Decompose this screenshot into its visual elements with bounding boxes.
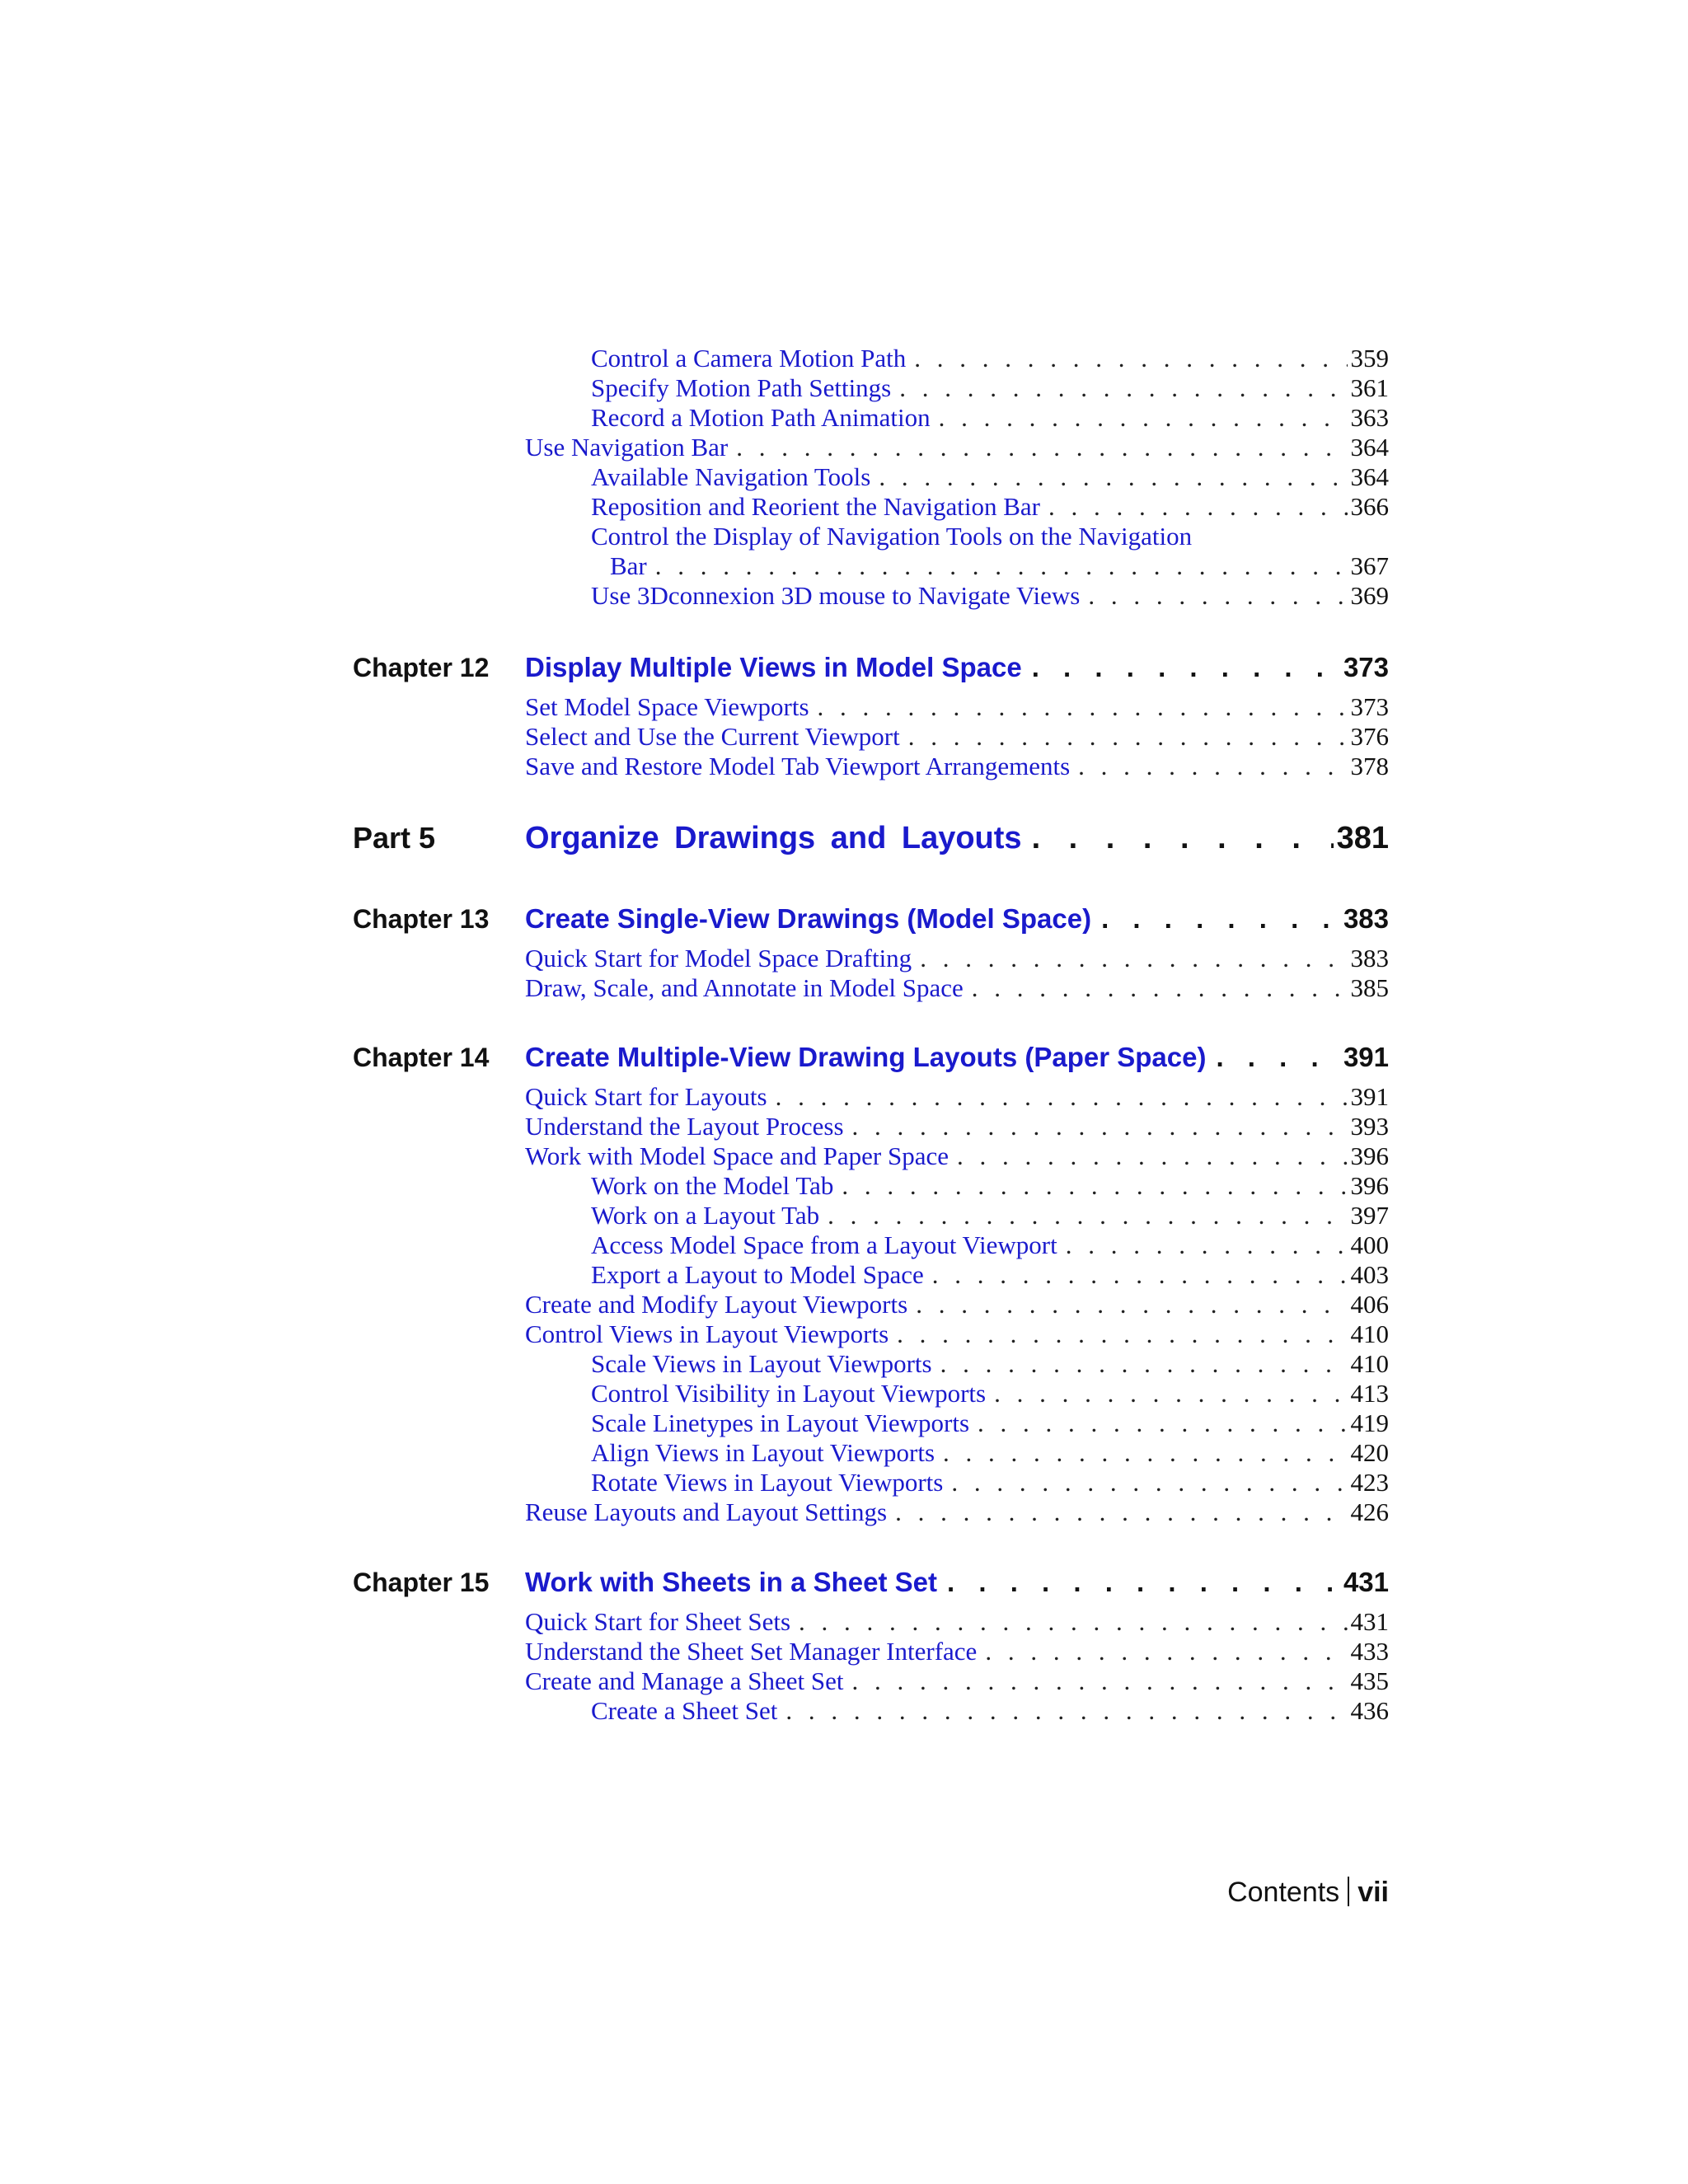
toc-entry-title[interactable]: Create a Sheet Set [591, 1696, 778, 1725]
toc-entry[interactable] [591, 1201, 1389, 1230]
toc-entry-title[interactable]: Work with Model Space and Paper Space [525, 1141, 950, 1170]
toc-page-number: 436 [1350, 1696, 1389, 1725]
toc-page-number: 396 [1350, 1171, 1389, 1200]
chapter-label: Chapter 13 [353, 904, 490, 934]
toc-entry[interactable] [591, 1171, 1389, 1201]
toc-entry[interactable] [525, 944, 1389, 973]
toc-page-number: 400 [1350, 1230, 1389, 1259]
toc-page-number: 396 [1350, 1141, 1389, 1170]
dot-leader [818, 692, 1348, 722]
dot-leader [736, 433, 1347, 462]
toc-page-number: 397 [1350, 1201, 1389, 1230]
toc-page-number: 406 [1350, 1290, 1389, 1319]
dot-leader [957, 1141, 1347, 1171]
chapter-page-number: 431 [1343, 1567, 1389, 1597]
toc-page-number: 410 [1350, 1319, 1389, 1348]
toc-entry[interactable] [525, 1607, 1389, 1637]
toc-page-number: 420 [1350, 1438, 1389, 1467]
dot-leader [899, 373, 1347, 403]
toc-entry[interactable] [525, 1112, 1389, 1141]
toc-entry[interactable] [591, 1230, 1389, 1260]
toc-entry[interactable] [591, 492, 1389, 522]
toc-entry[interactable] [525, 1290, 1389, 1319]
chapter-title[interactable]: Display Multiple Views in Model Space [525, 652, 1022, 682]
dot-leader [776, 1082, 1348, 1112]
toc-entry-title[interactable]: Specify Motion Path Settings [591, 373, 892, 402]
toc-entry-title[interactable]: Control a Camera Motion Path [591, 344, 907, 373]
dot-leader [842, 1171, 1347, 1201]
dot-leader [914, 344, 1347, 373]
toc-entry-title[interactable]: Reuse Layouts and Layout Settings [525, 1497, 888, 1526]
toc-entry[interactable] [525, 692, 1389, 722]
toc-entry-title[interactable]: Scale Linetypes in Layout Viewports [591, 1408, 970, 1437]
toc-entry[interactable] [525, 722, 1389, 752]
toc-entry-title[interactable]: Work on a Layout Tab [591, 1201, 820, 1230]
toc-entry[interactable] [591, 1408, 1389, 1438]
toc-entry-title[interactable]: Control Views in Layout Viewports [525, 1319, 889, 1348]
dot-leader [1048, 492, 1348, 522]
dot-leader [895, 1497, 1347, 1527]
dot-leader [655, 551, 1348, 581]
toc-entry[interactable] [525, 1319, 1389, 1349]
toc-entry-title[interactable]: Understand the Sheet Set Manager Interface [525, 1637, 978, 1666]
dot-leader [852, 1112, 1348, 1141]
chapter-title[interactable]: Create Single-View Drawings (Model Space) [525, 903, 1092, 934]
dot-leader [1216, 1041, 1340, 1074]
dot-leader [1088, 581, 1347, 611]
dot-leader [978, 1408, 1347, 1438]
chapter-page-number: 391 [1343, 1042, 1389, 1072]
toc-entry-title[interactable]: Record a Motion Path Animation [591, 403, 931, 432]
toc-entry-title[interactable]: Save and Restore Model Tab Viewport Arrangements [525, 752, 1071, 780]
chapter-heading[interactable] [525, 1566, 1389, 1599]
toc-page-number: 435 [1350, 1666, 1389, 1695]
chapter-title[interactable]: Create Multiple-View Drawing Layouts (Paper Space) [525, 1042, 1207, 1072]
dot-leader [1066, 1230, 1348, 1260]
dot-leader [985, 1637, 1347, 1666]
toc-entry[interactable] [525, 1497, 1389, 1527]
toc-page-number: 364 [1350, 433, 1389, 462]
chapter-title[interactable]: Work with Sheets in a Sheet Set [525, 1567, 938, 1597]
toc-entry[interactable] [591, 373, 1389, 403]
toc-page-number: 413 [1350, 1379, 1389, 1408]
toc-entry-title[interactable]: Create and Modify Layout Viewports [525, 1290, 908, 1319]
toc-entry[interactable] [591, 344, 1389, 373]
toc-page-number: 359 [1350, 344, 1389, 373]
dot-leader [908, 722, 1348, 752]
toc-entry[interactable] [591, 462, 1389, 492]
toc-entry-title[interactable]: Draw, Scale, and Annotate in Model Space [525, 973, 964, 1002]
toc-page-number: 391 [1350, 1082, 1389, 1111]
toc-entry-title-continued[interactable]: Bar [610, 551, 647, 580]
toc-entry[interactable] [591, 403, 1389, 433]
toc-entry-title[interactable]: Create and Manage a Sheet Set [525, 1666, 844, 1695]
toc-entry-title[interactable]: Work on the Model Tab [591, 1171, 834, 1200]
toc-entry[interactable] [525, 433, 1389, 462]
toc-page-number: 433 [1350, 1637, 1389, 1666]
toc-page-number: 403 [1350, 1260, 1389, 1289]
dot-leader [799, 1607, 1347, 1637]
chapter-label: Chapter 12 [353, 653, 490, 682]
chapter-label: Chapter 14 [353, 1043, 490, 1072]
chapter-heading[interactable] [525, 651, 1389, 684]
toc-page-number: 373 [1350, 692, 1389, 721]
dot-leader [994, 1379, 1347, 1408]
footer-divider [1348, 1877, 1349, 1906]
part-label: Part 5 [353, 821, 436, 855]
page-footer [1227, 1876, 1389, 1909]
toc-page-number: 431 [1350, 1607, 1389, 1636]
toc-entry[interactable] [525, 752, 1389, 781]
chapter-page-number: 383 [1343, 903, 1389, 934]
toc-entry[interactable] [525, 1666, 1389, 1696]
toc-page-number: 364 [1350, 462, 1389, 491]
toc-page-number: 363 [1350, 403, 1389, 432]
dot-leader [1078, 752, 1347, 781]
dot-leader [897, 1319, 1347, 1349]
toc-entry-continuation[interactable] [610, 551, 1389, 581]
dot-leader [932, 1260, 1348, 1290]
toc-entry-title[interactable]: Control Visibility in Layout Viewports [591, 1379, 987, 1408]
dot-leader [852, 1666, 1348, 1696]
toc-entry[interactable] [591, 1349, 1389, 1379]
dot-leader [972, 973, 1348, 1003]
toc-page-number: 385 [1350, 973, 1389, 1002]
chapter-heading[interactable] [525, 1041, 1389, 1074]
toc-entry-title[interactable]: Available Navigation Tools [591, 462, 871, 491]
chapter-heading[interactable] [525, 902, 1389, 935]
toc-entry-title[interactable]: Use 3Dconnexion 3D mouse to Navigate Views [591, 581, 1081, 610]
toc-entry-title[interactable]: Set Model Space Viewports [525, 692, 809, 721]
part-page-number: 381 [1336, 821, 1389, 855]
toc-entry[interactable] [591, 1379, 1389, 1408]
dot-leader [943, 1438, 1347, 1468]
toc-entry[interactable] [591, 581, 1389, 611]
toc-entry-title[interactable]: Use Navigation Bar [525, 433, 729, 462]
toc-entry-title[interactable]: Control the Display of Navigation Tools on the Navigation [591, 522, 1193, 551]
toc-entry-title[interactable]: Understand the Layout Process [525, 1112, 844, 1141]
dot-leader [947, 1566, 1340, 1599]
toc-page-number: 383 [1350, 944, 1389, 972]
part-heading[interactable] [525, 820, 1389, 856]
chapter-label: Chapter 15 [353, 1568, 490, 1597]
toc-page-number: 378 [1350, 752, 1389, 780]
dot-leader [951, 1468, 1347, 1497]
toc-entry-title[interactable]: Quick Start for Layouts [525, 1082, 767, 1111]
toc-entry-title[interactable]: Align Views in Layout Viewports [591, 1438, 935, 1467]
toc-page-number: 367 [1350, 551, 1389, 580]
dot-leader [785, 1696, 1347, 1726]
toc-entry-title[interactable]: Quick Start for Sheet Sets [525, 1607, 791, 1636]
dot-leader [1032, 820, 1334, 856]
toc-entry[interactable] [525, 1637, 1389, 1666]
footer-page-number: vii [1357, 1877, 1389, 1908]
toc-entry[interactable] [525, 1082, 1389, 1112]
toc-entry-title[interactable]: Quick Start for Model Space Drafting [525, 944, 912, 972]
toc-page-number: 426 [1350, 1497, 1389, 1526]
dot-leader [939, 403, 1348, 433]
toc-entry-title[interactable]: Rotate Views in Layout Viewports [591, 1468, 944, 1497]
toc-entry-title[interactable]: Reposition and Reorient the Navigation Bar [591, 492, 1040, 521]
chapter-page-number: 373 [1343, 652, 1389, 682]
toc-page-number: 376 [1350, 722, 1389, 751]
footer-section-label: Contents [1227, 1877, 1340, 1908]
toc-entry[interactable] [525, 973, 1389, 1003]
dot-leader [940, 1349, 1348, 1379]
toc-page-number: 361 [1350, 373, 1389, 402]
toc-page-number: 366 [1350, 492, 1389, 521]
part-title[interactable]: Organize Drawings and Layouts [525, 821, 1022, 855]
dot-leader [879, 462, 1347, 492]
toc-entry[interactable] [591, 1438, 1389, 1468]
toc-entry-title[interactable]: Export a Layout to Model Space [591, 1260, 924, 1289]
toc-entry-title[interactable]: Select and Use the Current Viewport [525, 722, 900, 751]
toc-entry[interactable] [591, 1696, 1389, 1726]
toc-page-number: 369 [1350, 581, 1389, 610]
toc-entry[interactable] [525, 1141, 1389, 1171]
dot-leader [828, 1201, 1347, 1230]
dot-leader [1032, 651, 1340, 684]
toc-entry[interactable] [591, 522, 1389, 551]
toc-entry[interactable] [591, 1468, 1389, 1497]
dot-leader [920, 944, 1347, 973]
toc-page-number: 419 [1350, 1408, 1389, 1437]
toc-page-number: 393 [1350, 1112, 1389, 1141]
dot-leader [916, 1290, 1347, 1319]
toc-page-number: 423 [1350, 1468, 1389, 1497]
dot-leader [1101, 902, 1340, 935]
toc-entry[interactable] [591, 1260, 1389, 1290]
toc-page-number: 410 [1350, 1349, 1389, 1378]
toc-entry-title[interactable]: Access Model Space from a Layout Viewport [591, 1230, 1057, 1259]
toc-entry-title[interactable]: Scale Views in Layout Viewports [591, 1349, 932, 1378]
